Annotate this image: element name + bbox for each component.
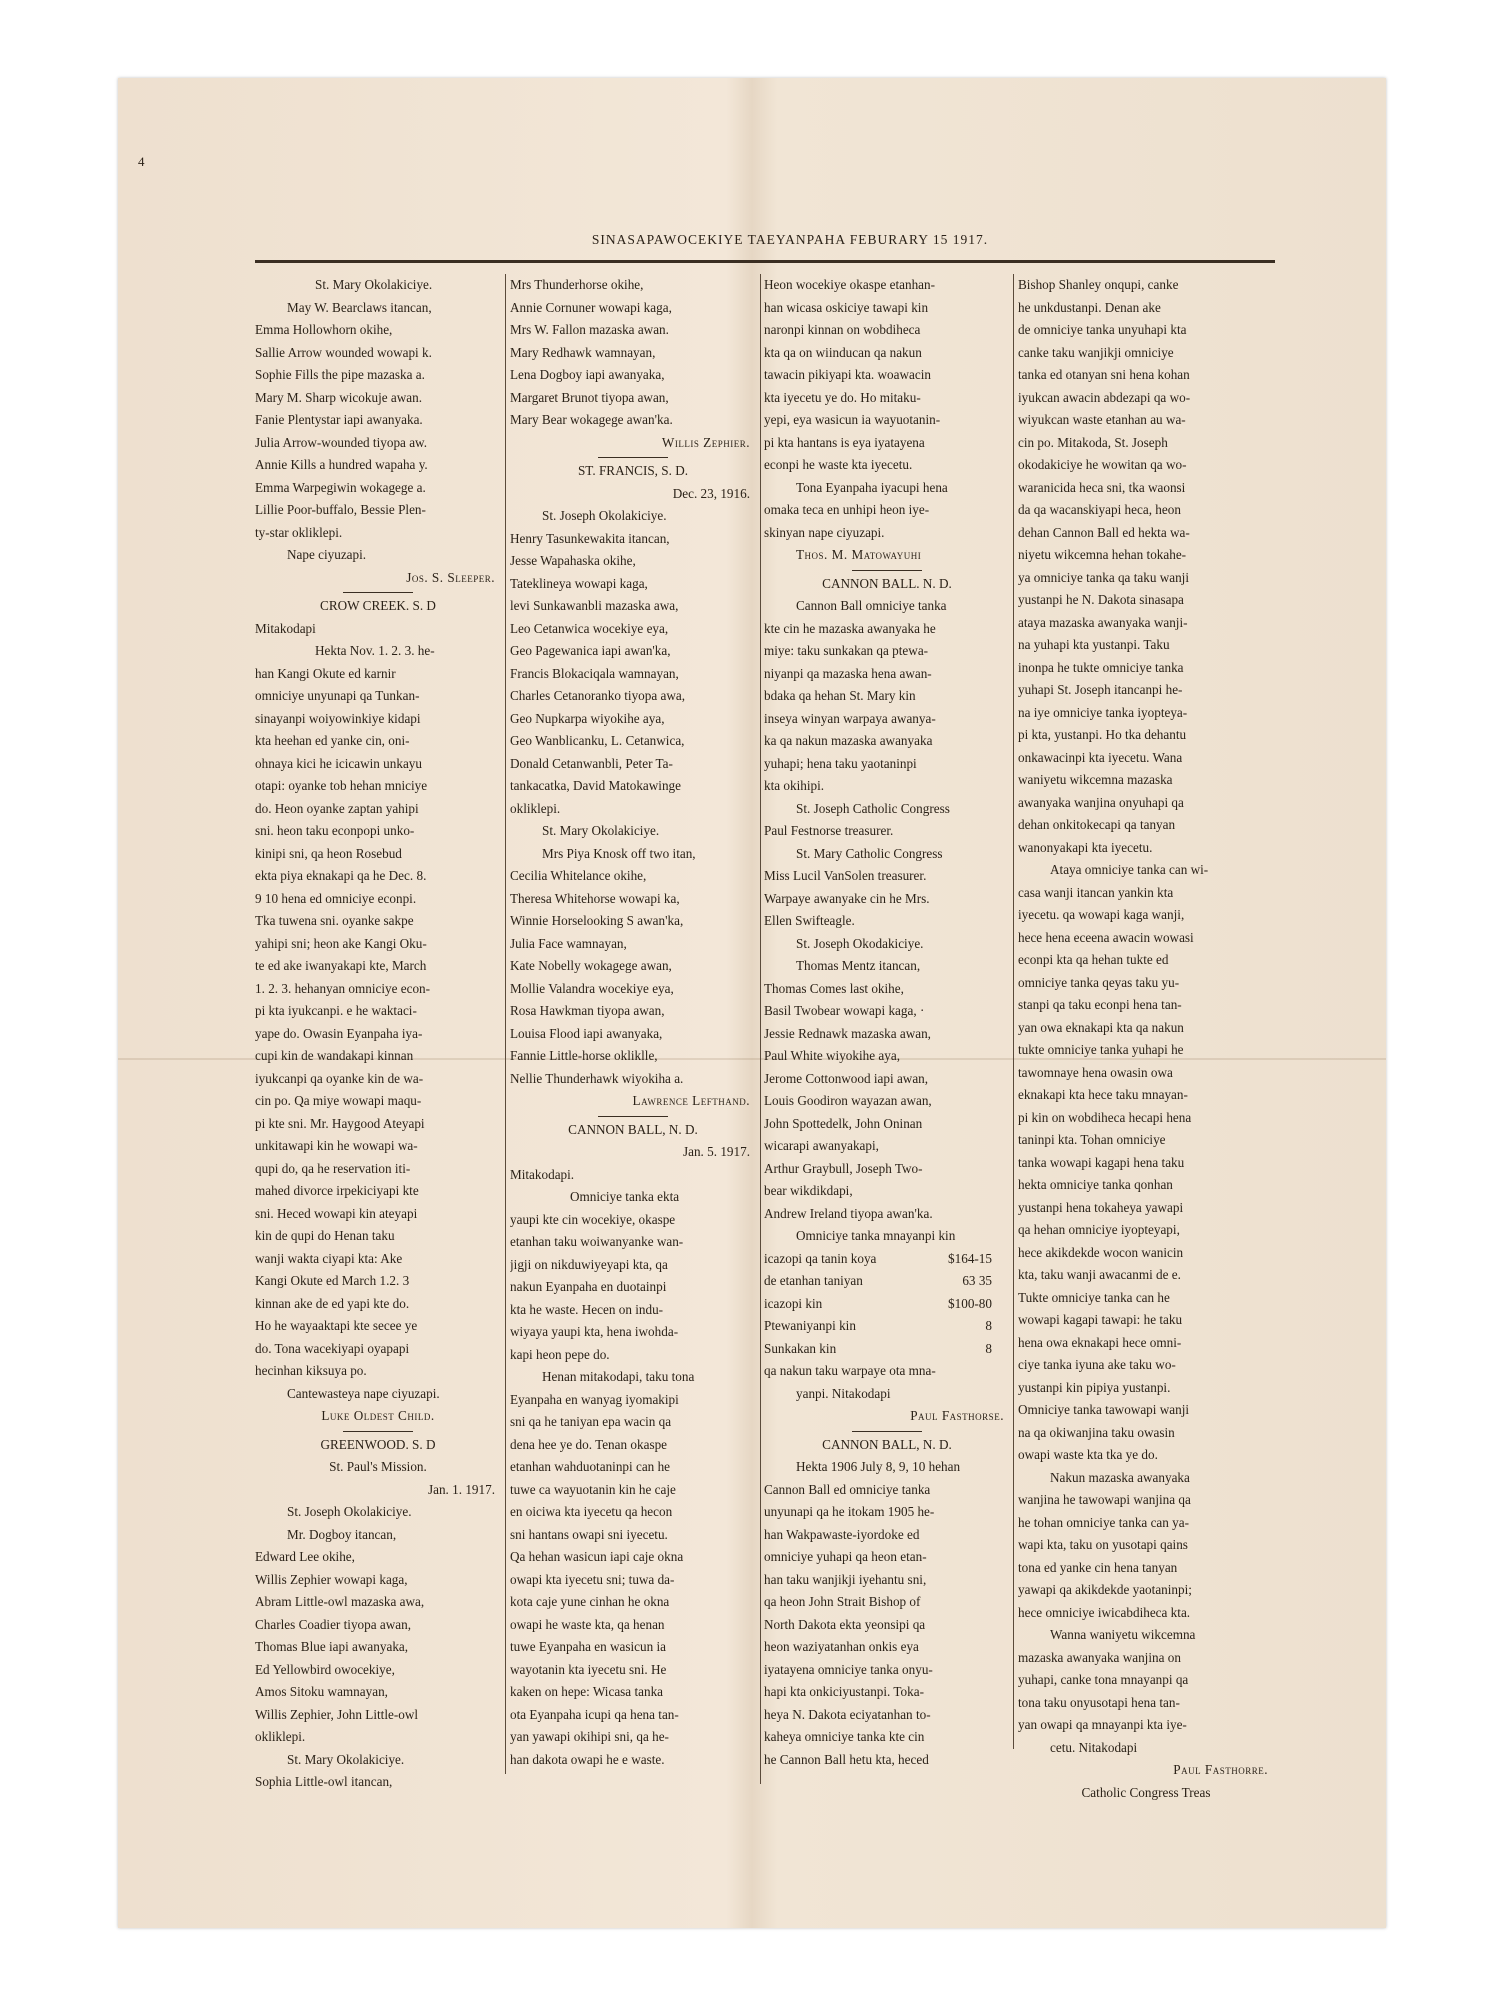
text-line: dehan Cannon Ball ed hekta wa- bbox=[1018, 524, 1190, 540]
text-line: tanka wowapi kagapi hena taku bbox=[1018, 1154, 1185, 1170]
text-line: Willis Zephier. bbox=[661, 434, 750, 450]
text-line: qa hehan omniciye iyopteyapi, bbox=[1018, 1222, 1180, 1237]
text-line: waniyetu wikcemna mazaska bbox=[1018, 772, 1173, 787]
text-line: St. Joseph Okolakiciye. bbox=[542, 508, 667, 523]
text-line: Nape ciyuzapi. bbox=[287, 547, 367, 562]
text-line: iyukcan awacin abdezapi qa wo- bbox=[1018, 389, 1191, 405]
text-line: wapi kta, taku on yusotapi qains bbox=[1018, 1537, 1188, 1552]
text-line: Fanie Plentystar iapi awanyaka. bbox=[255, 412, 423, 427]
column-4 bbox=[1018, 274, 1274, 1804]
text-line: Mrs Thunderhorse okihe, bbox=[510, 277, 644, 292]
text-line: sni qa he taniyan epa wacin qa bbox=[510, 1414, 672, 1429]
text-line: heya N. Dakota eciyatanhan to- bbox=[764, 1706, 931, 1722]
section-rule bbox=[598, 1116, 668, 1117]
text-line: iyecetu. qa wowapi kaga wanji, bbox=[1018, 907, 1185, 922]
text-line: tukte omniciye tanka yuhapi he bbox=[1018, 1042, 1184, 1057]
text-line: Cannon Ball ed omniciye tanka bbox=[764, 1481, 931, 1497]
text-line: mazaska awanyaka wanjina on bbox=[1018, 1649, 1181, 1665]
text-line: Nakun mazaska awanyaka bbox=[1050, 1469, 1190, 1485]
text-line: Arthur Graybull, Joseph Two- bbox=[764, 1160, 923, 1176]
text-line: omniciye tanka qeyas taku yu- bbox=[1018, 974, 1180, 990]
text-line: ataya mazaska awanyaka wanji- bbox=[1018, 614, 1188, 630]
text-line: Louis Goodiron wayazan awan, bbox=[764, 1093, 932, 1108]
text-line: Henan mitakodapi, taku tona bbox=[542, 1369, 695, 1384]
text-line: CROW CREEK. S. D bbox=[320, 598, 436, 613]
text-line: 1. 2. 3. hehanyan omniciye econ- bbox=[255, 980, 431, 996]
text-line: tankacatka, David Matokawinge bbox=[510, 778, 682, 793]
text-line: Ho he wayaaktapi kte secee ye bbox=[255, 1318, 418, 1333]
text-line: tawomnaye hena owasin owa bbox=[1018, 1064, 1173, 1080]
text-line: yanpi. Nitakodapi bbox=[796, 1385, 891, 1401]
text-line: te ed ake iwanyakapi kte, March bbox=[255, 958, 427, 973]
text-line: St. Joseph Okolakiciye. bbox=[287, 1504, 412, 1519]
text-line: en oiciwa kta iyecetu qa hecon bbox=[510, 1504, 673, 1519]
text-line: kinipi sni, qa heon Rosebud bbox=[255, 845, 402, 861]
text-line: Geo Nupkarpa wiyokihe aya, bbox=[510, 710, 665, 726]
text-line: bdaka qa hehan St. Mary kin bbox=[764, 688, 916, 703]
column-divider bbox=[505, 274, 506, 1774]
text-line: ka qa nakun mazaska awanyaka bbox=[764, 733, 933, 748]
column-1 bbox=[255, 274, 501, 1794]
text-line: ota Eyanpaha icupi qa hena tan- bbox=[510, 1706, 679, 1722]
page-number: 4 bbox=[138, 154, 145, 169]
text-line: skinyan nape ciyuzapi. bbox=[764, 524, 885, 540]
text-line: Qa hehan wasicun iapi caje okna bbox=[510, 1549, 684, 1564]
text-line: niyanpi qa mazaska hena awan- bbox=[764, 665, 932, 681]
text-line: Fannie Little-horse okliklle, bbox=[510, 1048, 658, 1063]
text-line: Bishop Shanley onqupi, canke bbox=[1018, 277, 1179, 292]
text-line: Wanna waniyetu wikcemna bbox=[1050, 1627, 1196, 1642]
text-line: onkawacinpi kta iyecetu. Wana bbox=[1018, 749, 1183, 765]
text-line: Thos. M. Matowayuhi bbox=[796, 547, 922, 562]
text-line: kinnan ake de ed yapi kte do. bbox=[255, 1295, 410, 1311]
text-line: yan yawapi okihipi sni, qa he- bbox=[510, 1729, 669, 1744]
column-2 bbox=[510, 274, 756, 1771]
text-line: inonpa he tukte omniciye tanka bbox=[1018, 659, 1184, 675]
text-line: Paul Fasthorre. bbox=[1173, 1762, 1268, 1777]
text-line: dena hee ye do. Tenan okaspe bbox=[510, 1436, 668, 1452]
text-line: niyetu wikcemna hehan tokahe- bbox=[1018, 547, 1187, 562]
ledger-label: Sunkakan kin bbox=[764, 1340, 837, 1356]
text-line: kota caje yune cinhan he okna bbox=[510, 1594, 670, 1609]
text-line: kta he waste. Hecen on indu- bbox=[510, 1301, 664, 1317]
text-line: iyatayena omniciye tanka onyu- bbox=[764, 1661, 933, 1677]
text-line: Cecilia Whitelance okihe, bbox=[510, 868, 647, 883]
text-line: Geo Pagewanica iapi awan'ka, bbox=[510, 643, 671, 658]
text-line: tona taku onyusotapi hena tan- bbox=[1018, 1694, 1180, 1710]
text-line: na yuhapi kta yustanpi. Taku bbox=[1018, 637, 1170, 652]
section-rule bbox=[598, 457, 668, 458]
text-line: Donald Cetanwanbli, Peter Ta- bbox=[510, 755, 673, 771]
text-line: Luke Oldest Child. bbox=[321, 1408, 435, 1423]
text-line: Catholic Congress Treas bbox=[1081, 1784, 1211, 1800]
text-line: Mary M. Sharp wicokuje awan. bbox=[255, 389, 423, 405]
text-line: Eyanpaha en wanyag iyomakipi bbox=[510, 1391, 679, 1407]
text-line: May W. Bearclaws itancan, bbox=[287, 299, 432, 315]
ledger-label: Ptewaniyanpi kin bbox=[764, 1318, 856, 1333]
text-line: Mr. Dogboy itancan, bbox=[287, 1526, 397, 1542]
text-line: sni. Heced wowapi kin ateyapi bbox=[255, 1205, 418, 1221]
text-line: yuhapi, canke tona mnayanpi qa bbox=[1018, 1672, 1189, 1687]
text-line: tuwe ca wayuotanin kin he caje bbox=[510, 1481, 676, 1497]
text-line: unyunapi qa he itokam 1905 he- bbox=[764, 1504, 935, 1519]
text-line: Hekta 1906 July 8, 9, 10 hehan bbox=[796, 1459, 961, 1474]
text-line: Charles Coadier tiyopa awan, bbox=[255, 1616, 412, 1632]
ledger-row bbox=[764, 1315, 1010, 1338]
text-line: he unkdustanpi. Denan ake bbox=[1018, 299, 1161, 315]
text-line: hece hena eceena awacin wowasi bbox=[1018, 929, 1194, 945]
text-line: Paul White wiyokihe aya, bbox=[764, 1048, 900, 1063]
text-line: heon waziyatanhan onkis eya bbox=[764, 1639, 919, 1654]
text-line: CANNON BALL, N. D. bbox=[822, 1436, 952, 1452]
text-line: Ellen Swifteagle. bbox=[764, 913, 855, 928]
text-line: Margaret Brunot tiyopa awan, bbox=[510, 389, 669, 405]
text-line: Theresa Whitehorse wowapi ka, bbox=[510, 890, 680, 906]
text-line: St. Mary Okolakiciye. bbox=[542, 823, 660, 838]
column-divider bbox=[760, 274, 761, 1784]
text-line: Willis Zephier, John Little-owl bbox=[255, 1706, 419, 1722]
text-line: Julia Arrow-wounded tiyopa aw. bbox=[255, 434, 428, 450]
text-line: stanpi qa taku econpi hena tan- bbox=[1018, 997, 1182, 1012]
text-line: he Cannon Ball hetu kta, heced bbox=[764, 1751, 929, 1767]
text-line: Julia Face wamnayan, bbox=[510, 935, 627, 951]
text-line: cetu. Nitakodapi bbox=[1050, 1739, 1138, 1755]
text-line: okliklepi. bbox=[510, 800, 561, 816]
ledger-amount: 63 35 bbox=[962, 1273, 992, 1288]
text-line: wicarapi awanyakapi, bbox=[764, 1138, 879, 1153]
text-line: han taku wanjikji iyehantu sni, bbox=[764, 1571, 927, 1587]
text-line: CANNON BALL. N. D. bbox=[822, 575, 952, 591]
text-line: CANNON BALL, N. D. bbox=[568, 1121, 698, 1137]
text-line: Charles Cetanoranko tiyopa awa, bbox=[510, 688, 686, 703]
text-line: iyukcanpi qa oyanke kin de wa- bbox=[255, 1070, 424, 1086]
text-line: de omniciye tanka unyuhapi kta bbox=[1018, 322, 1187, 337]
text-line: miye: taku sunkakan qa ptewa- bbox=[764, 643, 929, 658]
text-line: St. Mary Okolakiciye. bbox=[315, 277, 433, 292]
text-line: hece akikdekde wocon wanicin bbox=[1018, 1244, 1184, 1260]
text-line: yawapi qa akikdekde yaotaninpi; bbox=[1018, 1582, 1192, 1597]
text-line: kta iyecetu ye do. Ho mitaku- bbox=[764, 389, 921, 405]
text-line: han Wakpawaste-iyordoke ed bbox=[764, 1526, 920, 1542]
text-line: Mitakodapi. bbox=[510, 1166, 575, 1182]
text-line: Jos. S. Sleeper. bbox=[406, 569, 495, 585]
text-line: Thomas Blue iapi awanyaka, bbox=[255, 1639, 409, 1654]
text-line: Lawrence Lefthand. bbox=[632, 1093, 750, 1108]
text-line: sinayanpi woiyowinkiye kidapi bbox=[255, 710, 421, 726]
text-line: hece omniciye iwicabdiheca kta. bbox=[1018, 1604, 1191, 1620]
text-line: Heon wocekiye okaspe etanhan- bbox=[764, 277, 935, 292]
text-line: Jan. 1. 1917. bbox=[427, 1481, 495, 1497]
running-head: SINASAPAWOCEKIYE TAEYANPAHA FEBURARY 15 1917. bbox=[591, 232, 989, 247]
text-line: qa nakun taku warpaye ota mna- bbox=[764, 1363, 936, 1378]
text-line: han Kangi Okute ed karnir bbox=[255, 665, 396, 681]
text-line: awanyaka wanjina onyuhapi qa bbox=[1018, 794, 1184, 810]
text-line: Kangi Okute ed March 1.2. 3 bbox=[255, 1273, 410, 1288]
text-line: omniciye yuhapi qa heon etan- bbox=[764, 1549, 927, 1564]
text-line: Annie Cornuner wowapi kaga, bbox=[510, 299, 672, 315]
text-line: hapi kta onkiciyustanpi. Toka- bbox=[764, 1684, 924, 1699]
text-line: Omniciye tanka ekta bbox=[570, 1189, 680, 1204]
text-line: Ataya omniciye tanka can wi- bbox=[1050, 862, 1209, 877]
text-line: ty-star okliklepi. bbox=[255, 524, 343, 540]
text-line: Edward Lee okihe, bbox=[255, 1549, 355, 1564]
ledger-row bbox=[764, 1270, 1010, 1293]
text-line: Hekta Nov. 1. 2. 3. he- bbox=[315, 643, 435, 658]
text-line: han wicasa oskiciye tawapi kin bbox=[764, 299, 929, 315]
header-rule bbox=[255, 260, 1275, 263]
text-line: kaheya omniciye tanka kte cin bbox=[764, 1729, 925, 1744]
text-line: yuhapi; hena taku yaotaninpi bbox=[764, 755, 917, 771]
text-line: econpi kta qa hehan tukte ed bbox=[1018, 952, 1169, 967]
text-line: pi kta iyukcanpi. e he waktaci- bbox=[255, 1003, 417, 1018]
text-line: Andrew Ireland tiyopa awan'ka. bbox=[764, 1205, 933, 1221]
text-line: sni. heon taku econpopi unko- bbox=[255, 823, 415, 838]
text-line: Mitakodapi bbox=[255, 620, 316, 636]
text-line: yustanpi he N. Dakota sinasapa bbox=[1018, 592, 1184, 607]
text-line: qa heon John Strait Bishop of bbox=[764, 1594, 921, 1609]
text-line: St. Joseph Okodakiciye. bbox=[796, 935, 924, 951]
text-line: pi kin on wobdiheca hecapi hena bbox=[1018, 1109, 1192, 1125]
text-line: do. Heon oyanke zaptan yahipi bbox=[255, 800, 419, 816]
text-line: kta qa on wiinducan qa nakun bbox=[764, 344, 922, 360]
text-line: Thomas Comes last okihe, bbox=[764, 980, 904, 996]
text-line: Mrs Piya Knosk off two itan, bbox=[542, 845, 696, 861]
text-line: levi Sunkawanbli mazaska awa, bbox=[510, 598, 679, 613]
text-line: pi kta, yustanpi. Ho tka dehantu bbox=[1018, 727, 1187, 742]
text-line: Emma Hollowhorn okihe, bbox=[255, 322, 393, 337]
section-rule bbox=[852, 1431, 922, 1432]
text-line: kta okihipi. bbox=[764, 778, 825, 793]
text-line: yan owapi qa mnayanpi kta iye- bbox=[1018, 1717, 1187, 1732]
text-line: pi kte sni. Mr. Haygood Ateyapi bbox=[255, 1115, 425, 1131]
ledger-label: de etanhan taniyan bbox=[764, 1273, 863, 1288]
section-rule bbox=[852, 570, 922, 571]
text-line: otapi: oyanke tob hehan mniciye bbox=[255, 778, 428, 793]
text-line: do. Tona wacekiyapi oyapapi bbox=[255, 1340, 410, 1356]
text-line: qupi do, qa he reservation iti- bbox=[255, 1160, 411, 1176]
text-line: wanjina he tawowapi wanjina qa bbox=[1018, 1492, 1191, 1507]
text-line: unkitawapi kin he wowapi wa- bbox=[255, 1138, 418, 1153]
text-line: hekta omniciye tanka qonhan bbox=[1018, 1177, 1173, 1192]
text-line: wiyukcan waste etanhan au wa- bbox=[1018, 412, 1186, 427]
text-line: Cannon Ball omniciye tanka bbox=[796, 598, 947, 613]
ledger-amount: 8 bbox=[985, 1318, 992, 1333]
text-line: St. Mary Catholic Congress bbox=[796, 845, 943, 861]
text-line: owapi he waste kta, qa henan bbox=[510, 1616, 665, 1632]
text-line: inseya winyan warpaya awanya- bbox=[764, 710, 936, 726]
ledger-row bbox=[764, 1248, 1010, 1271]
text-line: Lena Dogboy iapi awanyaka, bbox=[510, 367, 665, 382]
text-line: na iye omniciye tanka iyopteya- bbox=[1018, 704, 1188, 720]
ledger-amount: $164-15 bbox=[948, 1250, 992, 1266]
text-line: Tka tuwena sni. oyanke sakpe bbox=[255, 913, 414, 928]
ledger-label: icazopi qa tanin koya bbox=[764, 1250, 877, 1266]
text-line: etanhan wahduotaninpi can he bbox=[510, 1459, 671, 1474]
text-line: casa wanji itancan yankin kta bbox=[1018, 884, 1174, 900]
text-line: John Spottedelk, John Oninan bbox=[764, 1115, 923, 1131]
text-line: pi kta hantans is eya iyatayena bbox=[764, 434, 925, 450]
text-line: tanka ed otanyan sni hena kohan bbox=[1018, 367, 1190, 382]
text-line: tawacin pikiyapi kta. woawacin bbox=[764, 367, 931, 382]
text-line: Paul Festnorse treasurer. bbox=[764, 823, 894, 838]
text-line: Sophia Little-owl itancan, bbox=[255, 1774, 393, 1789]
text-line: sni hantans owapi sni iyecetu. bbox=[510, 1526, 668, 1542]
text-line: Paul Fasthorse. bbox=[910, 1408, 1004, 1423]
text-line: Warpaye awanyake cin he Mrs. bbox=[764, 890, 930, 906]
ledger-amount: 8 bbox=[985, 1340, 992, 1356]
text-line: kapi heon pepe do. bbox=[510, 1346, 610, 1362]
text-line: Amos Sitoku wamnayan, bbox=[255, 1684, 388, 1699]
text-line: Tona Eyanpaha iyacupi hena bbox=[796, 479, 948, 495]
text-line: Basil Twobear wowapi kaga, · bbox=[764, 1003, 925, 1018]
text-line: kaken on hepe: Wicasa tanka bbox=[510, 1684, 664, 1699]
text-line: Mollie Valandra wocekiye eya, bbox=[510, 980, 674, 996]
text-line: wanji wakta ciyapi kta: Ake bbox=[255, 1250, 403, 1266]
text-line: ya omniciye tanka qa taku wanji bbox=[1018, 569, 1190, 585]
ledger-amount: $100-80 bbox=[948, 1295, 992, 1311]
text-line: Lillie Poor-buffalo, Bessie Plen- bbox=[255, 502, 426, 517]
text-line: da qa wacanskiyapi heca, heon bbox=[1018, 502, 1181, 517]
text-line: Dec. 23, 1916. bbox=[672, 485, 750, 501]
text-line: ciye tanka iyuna ake taku wo- bbox=[1018, 1357, 1176, 1372]
text-line: kta heehan ed yanke cin, oni- bbox=[255, 733, 410, 748]
text-line: nakun Eyanpaha en duotainpi bbox=[510, 1279, 667, 1294]
text-line: kin de qupi do Henan taku bbox=[255, 1228, 395, 1243]
text-line: hena owa eknakapi hece omni- bbox=[1018, 1334, 1182, 1350]
text-line: ekta piya eknakapi qa he Dec. 8. bbox=[255, 868, 427, 883]
text-line: Omniciye tanka mnayanpi kin bbox=[796, 1228, 956, 1243]
text-line: kta, taku wanji awacanmi de e. bbox=[1018, 1267, 1181, 1282]
text-line: canke taku wanjikji omniciye bbox=[1018, 344, 1174, 360]
text-line: hecinhan kiksuya po. bbox=[255, 1363, 367, 1378]
text-line: dehan onkitokecapi qa tanyan bbox=[1018, 817, 1176, 832]
text-line: yan owa eknakapi kta qa nakun bbox=[1018, 1019, 1184, 1035]
text-line: yape do. Owasin Eyanpaha iya- bbox=[255, 1025, 423, 1041]
text-line: waranicida heca sni, tka waonsi bbox=[1018, 479, 1186, 495]
section-rule bbox=[343, 592, 413, 593]
text-line: yustanpi kin pipiya yustanpi. bbox=[1018, 1379, 1171, 1395]
text-line: omaka teca en unhipi heon iye- bbox=[764, 502, 930, 517]
text-line: tona ed yanke cin hena tanyan bbox=[1018, 1559, 1178, 1575]
text-line: Jerome Cottonwood iapi awan, bbox=[764, 1070, 929, 1086]
text-line: Leo Cetanwica wocekiye eya, bbox=[510, 620, 669, 636]
text-line: etanhan taku woiwanyanke wan- bbox=[510, 1234, 684, 1249]
text-line: taninpi kta. Tohan omniciye bbox=[1018, 1132, 1166, 1147]
text-line: han dakota owapi he e waste. bbox=[510, 1751, 665, 1767]
text-line: omniciye unyunapi qa Tunkan- bbox=[255, 688, 420, 703]
text-line: owapi waste kta tka ye do. bbox=[1018, 1447, 1158, 1462]
ledger-label: icazopi kin bbox=[764, 1295, 823, 1311]
text-line: Sallie Arrow wounded wowapi k. bbox=[255, 344, 432, 360]
text-line: wowapi kagapi tawapi: he taku bbox=[1018, 1312, 1183, 1327]
text-line: Thomas Mentz itancan, bbox=[796, 958, 921, 973]
text-line: Omniciye tanka tawowapi wanji bbox=[1018, 1402, 1190, 1417]
text-line: Nellie Thunderhawk wiyokiha a. bbox=[510, 1070, 684, 1086]
text-line: Emma Warpegiwin wokagege a. bbox=[255, 479, 426, 495]
text-line: Cantewasteya nape ciyuzapi. bbox=[287, 1385, 440, 1401]
text-line: wiyaya yaupi kta, hena iwohda- bbox=[510, 1324, 679, 1339]
text-line: Francis Blokaciqala wamnayan, bbox=[510, 665, 679, 681]
text-line: Annie Kills a hundred wapaha y. bbox=[255, 457, 428, 472]
text-line: okodakiciye he wowitan qa wo- bbox=[1018, 457, 1187, 472]
ledger-row bbox=[764, 1338, 1010, 1361]
text-line: yepi, eya wasicun ia wayuotanin- bbox=[764, 412, 941, 427]
text-line: Abram Little-owl mazaska awa, bbox=[255, 1594, 425, 1609]
text-line: naronpi kinnan on wobdiheca bbox=[764, 322, 921, 337]
text-line: Kate Nobelly wokagege awan, bbox=[510, 958, 672, 973]
text-line: 9 10 hena ed omniciye econpi. bbox=[255, 890, 417, 906]
text-line: St. Paul's Mission. bbox=[329, 1459, 427, 1474]
text-line: Tukte omniciye tanka can he bbox=[1018, 1289, 1170, 1305]
text-line: yustanpi hena tokaheya yawapi bbox=[1018, 1199, 1184, 1215]
text-line: Louisa Flood iapi awanyaka, bbox=[510, 1025, 663, 1041]
text-line: St. Joseph Catholic Congress bbox=[796, 800, 950, 816]
text-line: Jessie Rednawk mazaska awan, bbox=[764, 1025, 931, 1041]
text-line: Mrs W. Fallon mazaska awan. bbox=[510, 322, 669, 337]
text-line: Willis Zephier wowapi kaga, bbox=[255, 1571, 408, 1587]
text-line: cin po. Mitakoda, St. Joseph bbox=[1018, 434, 1168, 450]
text-line: okliklepi. bbox=[255, 1729, 306, 1744]
text-line: ohnaya kici he icicawin unkayu bbox=[255, 755, 422, 771]
text-line: St. Mary Okolakiciye. bbox=[287, 1751, 405, 1767]
text-line: Mary Bear wokagege awan'ka. bbox=[510, 412, 673, 427]
text-line: yaupi kte cin wocekiye, okaspe bbox=[510, 1211, 676, 1227]
text-line: jigji on nikduwiyeyapi kta, qa bbox=[510, 1256, 668, 1272]
text-line: eknakapi kta hece taku mnayan- bbox=[1018, 1087, 1188, 1102]
text-line: Miss Lucil VanSolen treasurer. bbox=[764, 868, 927, 883]
ledger-row bbox=[764, 1293, 1010, 1316]
column-3 bbox=[764, 274, 1010, 1771]
text-line: bear wikdikdapi, bbox=[764, 1183, 853, 1198]
text-line: Sophie Fills the pipe mazaska a. bbox=[255, 367, 425, 382]
text-line: wanonyakapi kta iyecetu. bbox=[1018, 839, 1153, 855]
text-line: Geo Wanblicanku, L. Cetanwica, bbox=[510, 733, 685, 748]
text-line: Henry Tasunkewakita itancan, bbox=[510, 530, 670, 546]
text-line: econpi he waste kta iyecetu. bbox=[764, 457, 913, 472]
text-line: Jan. 5. 1917. bbox=[682, 1144, 750, 1159]
text-line: yahipi sni; heon ake Kangi Oku- bbox=[255, 935, 427, 951]
text-line: North Dakota ekta yeonsipi qa bbox=[764, 1616, 926, 1632]
text-line: na qa okiwanjina taku owasin bbox=[1018, 1424, 1175, 1440]
text-line: ST. FRANCIS, S. D. bbox=[577, 463, 689, 478]
text-line: cupi kin de wandakapi kinnan bbox=[255, 1048, 414, 1063]
text-line: cin po. Qa miye wowapi maqu- bbox=[255, 1093, 422, 1108]
text-line: kte cin he mazaska awanyaka he bbox=[764, 620, 936, 636]
text-line: Tateklineya wowapi kaga, bbox=[510, 575, 648, 591]
text-line: he tohan omniciye tanka can ya- bbox=[1018, 1514, 1189, 1530]
text-line: Mary Redhawk wamnayan, bbox=[510, 344, 656, 360]
text-line: tuwe Eyanpaha en wasicun ia bbox=[510, 1639, 666, 1654]
text-line: yuhapi St. Joseph itancanpi he- bbox=[1018, 682, 1183, 697]
text-line: Jesse Wapahaska okihe, bbox=[510, 553, 636, 568]
text-line: Ed Yellowbird owocekiye, bbox=[255, 1661, 395, 1677]
section-rule bbox=[343, 1431, 413, 1432]
column-divider bbox=[1013, 274, 1014, 1749]
text-line: mahed divorce irpekiciyapi kte bbox=[255, 1183, 419, 1198]
text-line: GREENWOOD. S. D bbox=[320, 1436, 436, 1452]
text-line: Winnie Horselooking S awan'ka, bbox=[510, 913, 684, 928]
text-line: owapi kta iyecetu sni; tuwa da- bbox=[510, 1571, 675, 1587]
text-line: Rosa Hawkman tiyopa awan, bbox=[510, 1003, 665, 1018]
text-line: wayotanin kta iyecetu sni. He bbox=[510, 1661, 667, 1677]
